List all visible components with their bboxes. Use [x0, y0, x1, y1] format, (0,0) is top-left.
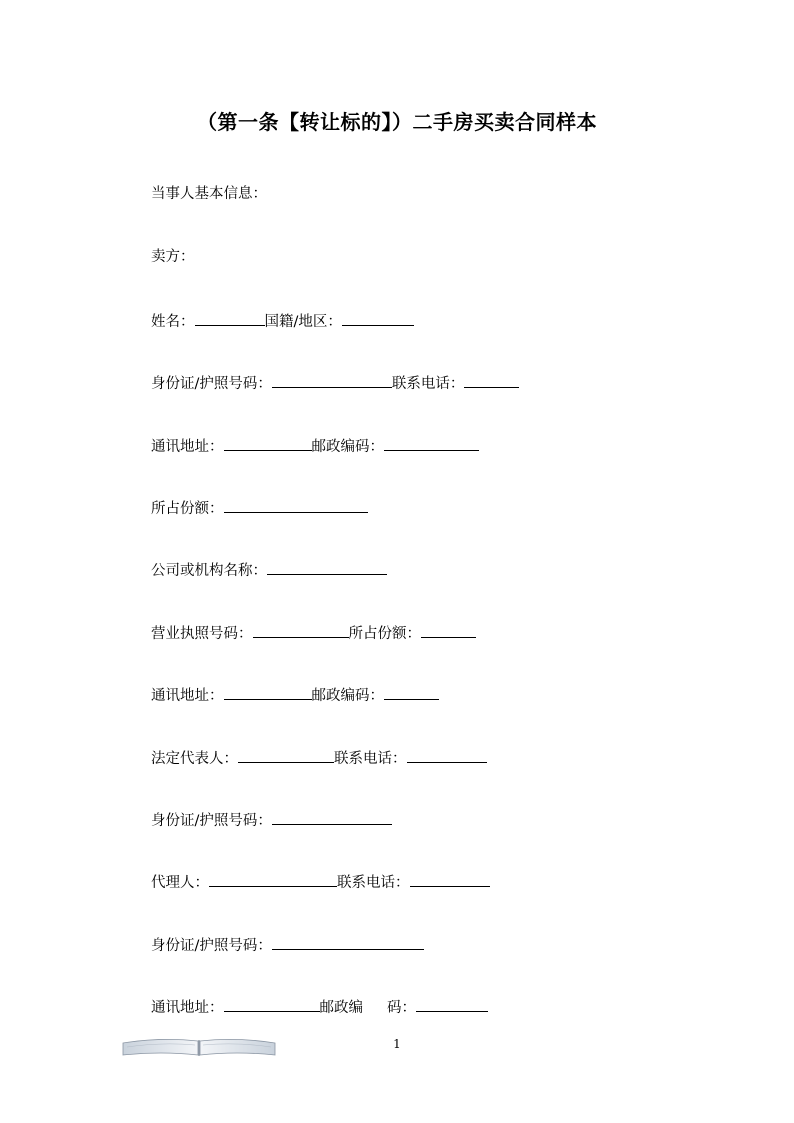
- phone-blank[interactable]: [464, 372, 519, 388]
- legal-rep-phone-row: [151, 747, 487, 769]
- id-passport-label: 身份证/护照号码：: [151, 376, 272, 392]
- address-postcode-row: [151, 435, 479, 457]
- seller-heading: [151, 247, 195, 267]
- address-postcode-row-2: [151, 684, 439, 706]
- address-blank-3[interactable]: [224, 996, 320, 1012]
- postcode-label: 邮政编码：: [311, 439, 384, 455]
- business-license-label: 营业执照号码：: [151, 626, 253, 642]
- phone-blank-3[interactable]: [410, 871, 490, 887]
- agent-label: 代理人：: [151, 875, 209, 891]
- name-label: 姓名：: [151, 314, 195, 330]
- name-blank[interactable]: [195, 310, 265, 326]
- id-phone-row: [151, 372, 519, 394]
- address-blank[interactable]: [224, 435, 312, 451]
- license-share-row: [151, 622, 476, 644]
- open-book-icon: [121, 1035, 277, 1057]
- id-passport-label-2: 身份证/护照号码：: [151, 813, 272, 829]
- company-name-blank[interactable]: [267, 559, 387, 575]
- address-label: 通讯地址：: [151, 439, 224, 455]
- nationality-blank[interactable]: [342, 310, 414, 326]
- phone-label-2: 联系电话：: [334, 751, 407, 767]
- page-number: 1: [393, 1037, 401, 1051]
- share-blank-2[interactable]: [421, 622, 476, 638]
- share-blank[interactable]: [224, 497, 368, 513]
- phone-blank-2[interactable]: [407, 747, 487, 763]
- postcode-blank-3[interactable]: [416, 996, 488, 1012]
- company-name-row: [151, 559, 387, 581]
- id-passport-blank[interactable]: [272, 372, 392, 388]
- postcode-label-3b: 码：: [387, 1000, 416, 1016]
- id-row-3: [151, 934, 424, 956]
- id-passport-label-3: 身份证/护照号码：: [151, 938, 272, 954]
- phone-label-3: 联系电话：: [337, 875, 410, 891]
- id-passport-blank-3[interactable]: [272, 934, 424, 950]
- nationality-label: 国籍/地区：: [264, 314, 342, 330]
- party-info-label: 当事人基本信息：: [151, 186, 267, 202]
- address-label-3: 通讯地址：: [151, 1000, 224, 1016]
- address-label-2: 通讯地址：: [151, 688, 224, 704]
- seller-label: 卖方：: [151, 249, 195, 265]
- share-label-2: 所占份额：: [348, 626, 421, 642]
- business-license-blank[interactable]: [253, 622, 349, 638]
- postcode-blank[interactable]: [384, 435, 479, 451]
- legal-rep-blank[interactable]: [238, 747, 334, 763]
- postcode-blank-2[interactable]: [384, 684, 439, 700]
- share-label: 所占份额：: [151, 501, 224, 517]
- id-row-2: [151, 809, 392, 831]
- legal-rep-label: 法定代表人：: [151, 751, 238, 767]
- id-passport-blank-2[interactable]: [272, 809, 392, 825]
- address-postcode-row-3: [151, 996, 488, 1018]
- postcode-label-2: 邮政编码：: [311, 688, 384, 704]
- party-info-heading: [151, 184, 267, 204]
- postcode-label-3a: 邮政编: [319, 1000, 363, 1016]
- agent-phone-row: [151, 871, 490, 893]
- address-blank-2[interactable]: [224, 684, 312, 700]
- phone-label: 联系电话：: [391, 376, 465, 392]
- name-nationality-row: [151, 310, 414, 332]
- document-title: （第一条【转让标的】）二手房买卖合同样本: [197, 110, 597, 134]
- company-name-label: 公司或机构名称：: [151, 563, 267, 579]
- share-row: [151, 497, 368, 519]
- agent-blank[interactable]: [209, 871, 337, 887]
